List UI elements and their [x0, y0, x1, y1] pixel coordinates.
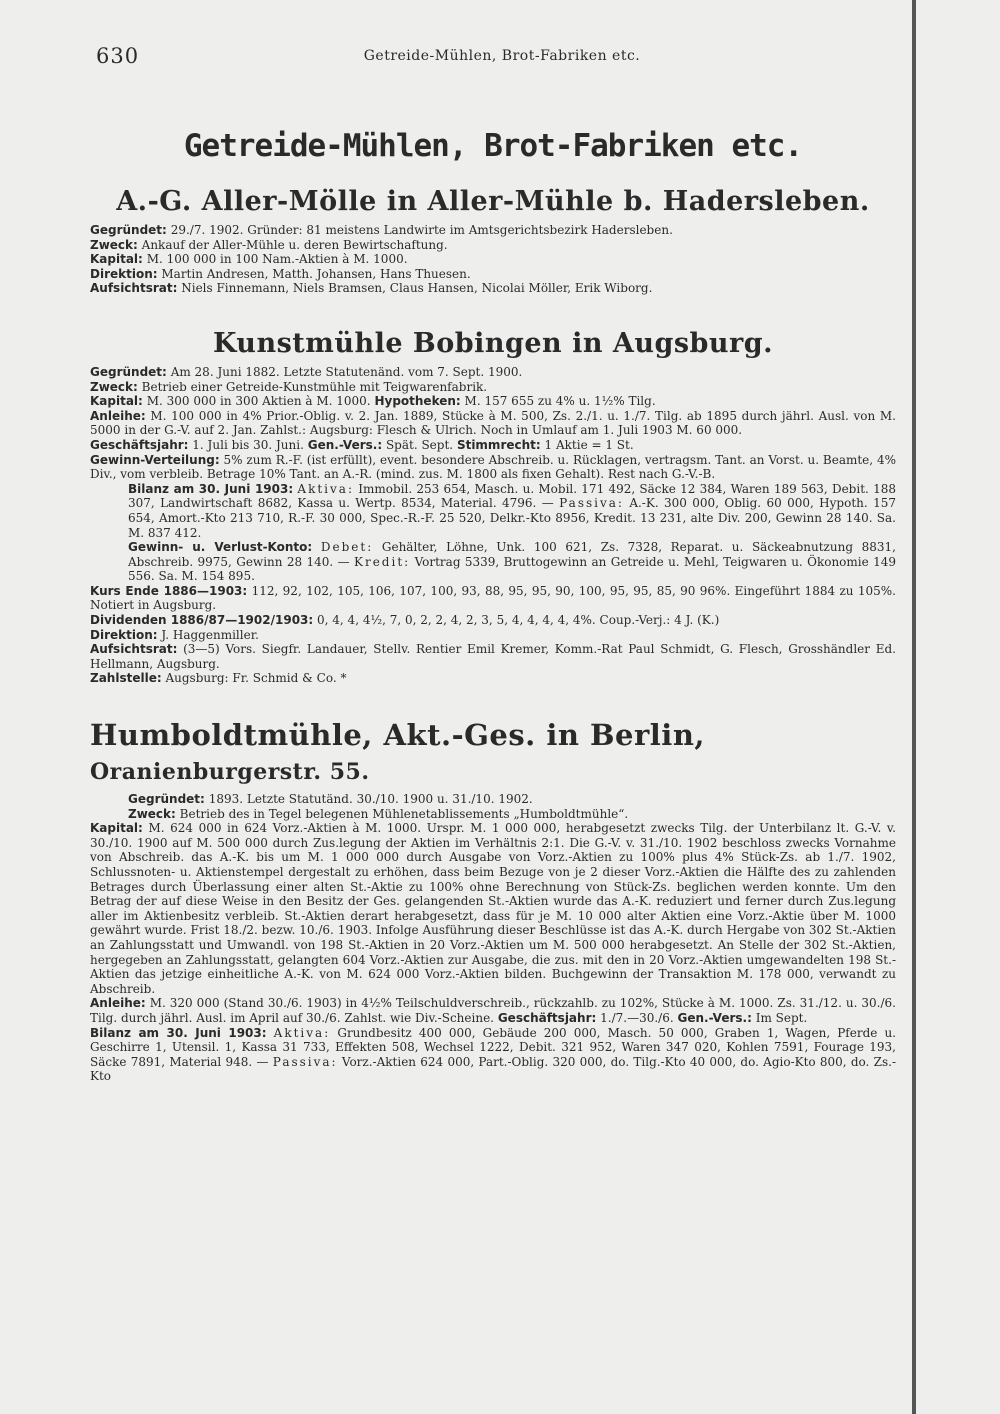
entry-zweck: Zweck: Betrieb des in Tegel belegenen Mühlenetablissements „Humboldtmühle“. — [128, 806, 629, 821]
entry-gegruendet: Gegründet: 1893. Letzte Statutänd. 30./10. 1900 u. 31./10. 1902. — [128, 792, 533, 807]
running-title: Getreide-Mühlen, Brot-Fabriken etc. — [363, 48, 641, 64]
entry-bilanz: Bilanz am 30. Juni 1903: Aktiva: Immobil. 253 654, Masch. u. Mobil. 171 492, Säcke 12 384, Waren 189 563, Debit. 188 307, Landwirtschaft 8682, Kassa u. Wertp. 8534, Material. 4796. — Passiva: A.-K. 300 000, Oblig. 60 000, Hypoth. 157 654, Amort.-Kto 213 710, R.-F. 30 000, Spec.-R.-F. 25 520, Delkr.-Kto 8956, Kredit. 13 231, alte Div. 200, Gewinn 28 140. Sa. M. 837 412. — [128, 481, 896, 540]
entry-geschaeftsjahr: Geschäftsjahr: 1. Juli bis 30. Juni. Gen.-Vers.: Spät. Sept. Stimmrecht: 1 Aktie = 1 St. — [90, 437, 634, 452]
company-aller-moelle — [90, 186, 896, 296]
entry-zahlstelle: Zahlstelle: Augsburg: Fr. Schmid & Co. * — [90, 671, 347, 686]
section-title: Getreide-Mühlen, Brot-Fabriken etc. — [183, 128, 803, 164]
column-divider — [912, 0, 916, 1414]
entry-kapital: Kapital: M. 624 000 in 624 Vorz.-Aktien à M. 1000. Urspr. M. 1 000 000, herabgesetzt zwecks Tilg. der Unterbilanz lt. G.-V. v. 30./10. 1900 auf M. 500 000 durch Zus.legung der Aktien im Verhältnis 2:1. Die G.-V. v. 31./10. 1902 beschloss zwecks Vornahme von Abschreib. das A.-K. bis um M. 1 000 000 durch Ausgabe von Vorz.-Aktien zu 100% plus 4% Stück-Zs. ab 1./7. 1902, Schlussnoten- u. Aktienstempel dergestalt zu erhöhen, dass beim Bezuge von je 2 dieser Vorz.-Aktien die Hälfte des zu zahlenden Betrages durch Überlassung einer alten St.-Aktie zu 100% ohne Berechnung von Stück-Zs. beglichen werden konnte. Um den Betrag der auf diese Weise in den Besitz der Ges. gelangenden St.-Aktien wurde das A.-K. reduziert und ferner durch Zus.legung aller im Aktienbesitz verbleib. St.-Aktien derart herabgesetzt, dass für je M. 10 000 alter Aktien eine Vorz.-Aktie über M. 1000 gewährt wurde. Frist 18./2. bezw. 10./6. 1903. Infolge Ausführung dieser Beschlüsse ist das A.-K. durch Hergabe von 302 St.-Aktien an Zahlungsstatt und Umwandl. von 198 St.-Aktien in 20 Vorz.-Aktien um M. 500 000 herabgesetzt. An Stelle der 302 St.-Aktien, hergegeben an Zahlungsstatt, gelangten 604 Vorz.-Aktien zur Ausgabe, die zus. mit den in 20 Vorz.-Aktien umgewandelten 198 St.-Aktien das jetzige einheitliche A.-K. von M. 624 000 Vorz.-Aktien bilden. Buchgewinn der Transaktion M. 178 000, verwandt zu Abschreib. — [90, 821, 896, 996]
entry-gegruendet: Gegründet: 29./7. 1902. Gründer: 81 meistens Landwirte im Amtsgerichtsbezirk Hadersleben. — [90, 223, 673, 237]
entry-dividenden: Dividenden 1886/87—1902/1903: 0, 4, 4, 4½, 7, 0, 2, 2, 4, 2, 3, 5, 4, 4, 4, 4, 4%. Coup.-Verj.: 4 J. (K.) — [90, 613, 720, 628]
entry-direktion: Direktion: J. Haggenmiller. — [90, 627, 259, 642]
entry-gewinn-verteilung: Gewinn-Verteilung: 5% zum R.-F. (ist erfüllt), event. besondere Abschreib. u. Rücklagen, vertragsm. Tant. an Vorst. u. Beamte, 4% Div., vom verbleib. Betrage 10% Tant. an A.-R. (mind. zus. M. 1800 als fixen Gehalt). Rest nach G.-V.-B. — [90, 452, 896, 482]
page-number: 630 — [96, 44, 140, 68]
entry-zweck: Zweck: Betrieb einer Getreide-Kunstmühle mit Teigwarenfabrik. — [90, 379, 488, 394]
entry-aufsichtsrat: Aufsichtsrat: Niels Finnemann, Niels Bramsen, Claus Hansen, Nicolai Möller, Erik Wiborg. — [90, 281, 653, 296]
entry-gewinn-verlust-konto: Gewinn- u. Verlust-Konto: Debet: Gehälter, Löhne, Unk. 100 621, Zs. 7328, Reparat. u. Säckeabnutzung 8831, Abschreib. 9975, Gewinn 28 140. — Kredit: Vortrag 5339, Bruttogewinn an Getreide u. Mehl, Teigwaren u. Ökonomie 149 556. Sa. M. 154 895. — [128, 540, 897, 584]
company-title: Kunstmühle Bobingen in Augsburg. — [212, 327, 774, 359]
entry-kurs: Kurs Ende 1886—1903: 112, 92, 102, 105, 106, 107, 100, 93, 88, 95, 95, 90, 100, 95, 95, 85, 90 96%. Eingeführt 1884 zu 105%. Notiert in Augsburg. — [90, 583, 896, 613]
entry-zweck: Zweck: Ankauf der Aller-Mühle u. deren Bewirtschaftung. — [90, 237, 448, 252]
entry-direktion: Direktion: Martin Andresen, Matth. Johansen, Hans Thuesen. — [90, 266, 471, 281]
page-header — [92, 44, 912, 74]
company-title: Humboldtmühle, Akt.-Ges. in Berlin, Oranienburgerstr. 55. — [90, 718, 706, 786]
entry-kapital: Kapital: M. 100 000 in 100 Nam.-Aktien à M. 1000. — [90, 252, 408, 267]
company-address: Oranienburgerstr. 55. — [90, 759, 370, 786]
entry-bilanz: Bilanz am 30. Juni 1903: Aktiva: Grundbesitz 400 000, Gebäude 200 000, Masch. 50 000, Graben 1, Wagen, Pferde u. Geschirre 1, Utensil. 1, Kassa 31 733, Effekten 508, Wechsel 1222, Debit. 321 952, Waren 347 020, Kohlen 7591, Fourage 193, Säcke 7891, Material 948. — Passiva: Vorz.-Aktien 624 000, Part.-Oblig. 320 000, do. Tilg.-Kto 40 000, do. Agio-Kto 800, do. Zs.-Kto — [90, 1025, 896, 1084]
entry-anleihe: Anleihe: M. 100 000 in 4% Prior.-Oblig. v. 2. Jan. 1889, Stücke à M. 500, Zs. 2./1. u. 1./7. Tilg. ab 1895 durch jährl. Ausl. von M. 5000 in der G.-V. auf 2. Jan. Zahlst.: Augsburg: Flesch & Ulrich. Noch in Umlauf am 1. Juli 1903 M. 60 000. — [90, 408, 896, 438]
company-kunstmuehle-bobingen — [90, 328, 896, 686]
entry-aufsichtsrat: Aufsichtsrat: (3—5) Vors. Siegfr. Landauer, Stellv. Rentier Emil Kremer, Komm.-Rat Paul Schmidt, G. Flesch, Grosshändler Ed. Hellmann, Augsburg. — [90, 642, 896, 671]
entry-anleihe: Anleihe: M. 320 000 (Stand 30./6. 1903) in 4½% Teilschuldverschreib., rückzahlb. zu 102%, Stücke à M. 1000. Zs. 31./12. u. 30./6. Tilg. durch jährl. Ausl. im April auf 30./6. Zahlst. wie Div.-Scheine. Geschäftsjahr: 1./7.—30./6. Gen.-Vers.: Im Sept. — [90, 996, 896, 1025]
entry-kapital: Kapital: M. 300 000 in 300 Aktien à M. 1000. Hypotheken: M. 157 655 zu 4% u. 1½% Tilg. — [90, 394, 656, 409]
main-column — [90, 128, 896, 1084]
entry-gegruendet: Gegründet: Am 28. Juni 1882. Letzte Statutenänd. vom 7. Sept. 1900. — [90, 364, 523, 379]
company-title: A.-G. Aller-Mölle in Aller-Mühle b. Hadersleben. — [116, 186, 870, 217]
company-humboldtmuehle — [90, 718, 896, 1084]
